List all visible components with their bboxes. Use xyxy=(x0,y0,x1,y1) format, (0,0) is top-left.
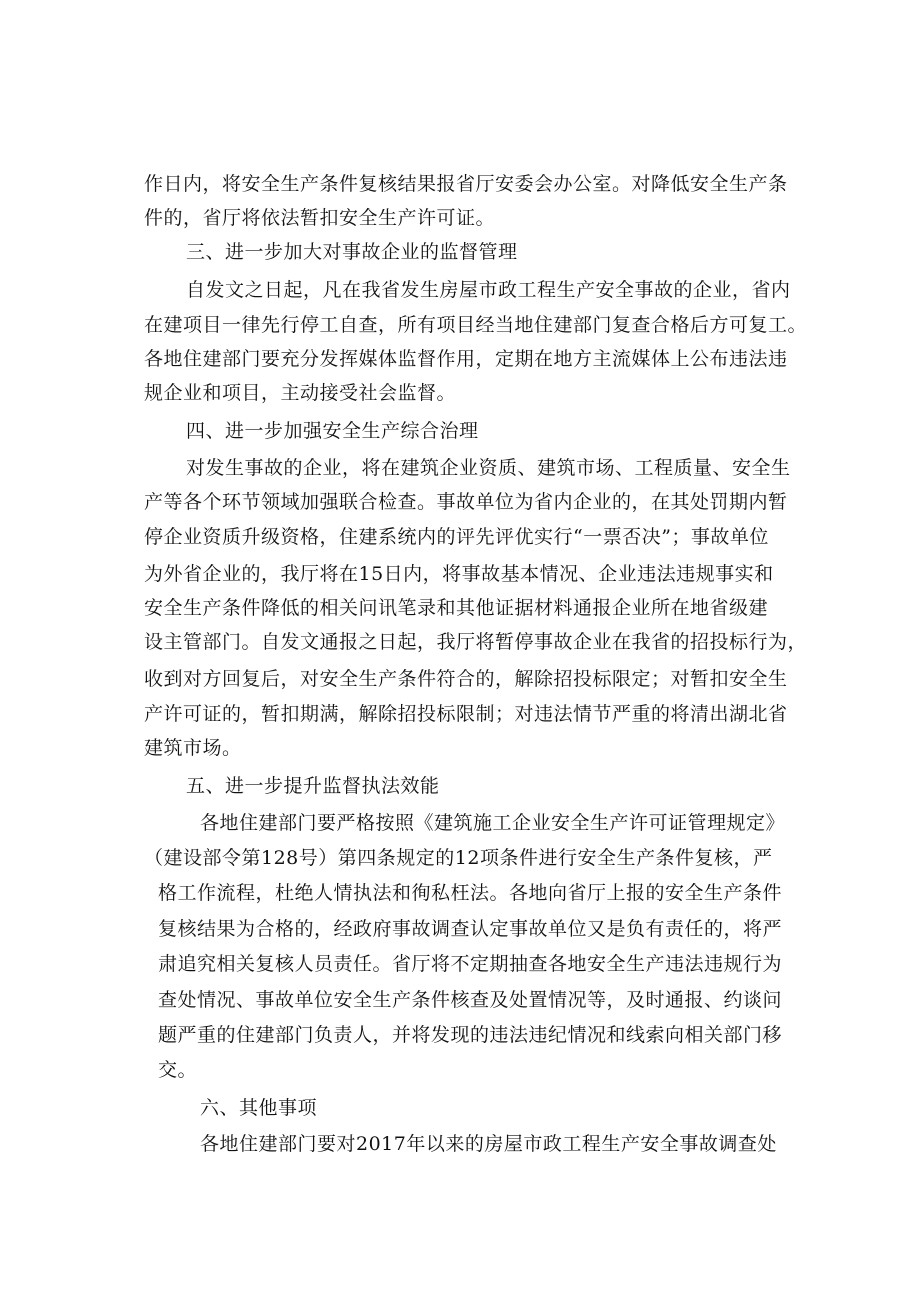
para-5-line-8: 交。 xyxy=(158,1059,198,1081)
section-heading-5: 五、进一步提升监督执法效能 xyxy=(186,775,440,797)
para-5-line-5: 肃追究相关复核人员责任。省厅将不定期抽查各地安全生产违法违规行为 xyxy=(158,953,783,975)
para-3-line-4: 规企业和项目，主动接受社会监督。 xyxy=(144,382,457,404)
section-heading-3: 三、进一步加大对事故企业的监督管理 xyxy=(186,241,518,263)
para-5-line-2: （建设部令第128号）第四条规定的12项条件进行安全生产条件复核，严 xyxy=(144,847,773,869)
para-3-line-1: 自发文之日起，凡在我省发生房屋市政工程生产安全事故的企业，省内 xyxy=(186,279,791,301)
para-4-line-9: 建筑市场。 xyxy=(144,737,242,759)
para-3-line-2: 在建项目一律先行停工自查，所有项目经当地住建部门复查合格后方可复工。 xyxy=(144,314,808,336)
para-5-line-4: 复核结果为合格的，经政府事故调查认定事故单位又是负有责任的，将严 xyxy=(158,918,783,940)
para-3-line-3: 各地住建部门要充分发挥媒体监督作用，定期在地方主流媒体上公布违法违 xyxy=(144,348,788,370)
para-5-line-3: 格工作流程，杜绝人情执法和徇私枉法。各地向省厅上报的安全生产条件 xyxy=(158,882,783,904)
para-4-line-4: 为外省企业的，我厅将在15日内，将事故基本情况、企业违法违规事实和 xyxy=(144,563,774,585)
para-5-line-6: 查处情况、事故单位安全生产条件核查及处置情况等，及时通报、约谈问 xyxy=(158,989,783,1011)
para-continuation-line-1: 作日内，将安全生产条件复核结果报省厅安委会办公室。对降低安全生产条 xyxy=(144,173,788,195)
para-4-line-1: 对发生事故的企业，将在建筑企业资质、建筑市场、工程质量、安全生 xyxy=(186,457,791,479)
para-continuation-line-2: 件的，省厅将依法暂扣安全生产许可证。 xyxy=(144,207,496,229)
para-4-line-8: 产许可证的，暂扣期满，解除招投标限制；对违法情节严重的将清出湖北省 xyxy=(144,703,788,725)
para-4-line-5: 安全生产条件降低的相关问讯笔录和其他证据材料通报企业所在地省级建 xyxy=(144,597,769,619)
para-4-line-3: 停企业资质升级资格，住建系统内的评先评优实行“一票否决”；事故单位 xyxy=(144,526,769,548)
section-heading-4: 四、进一步加强安全生产综合治理 xyxy=(186,420,479,442)
para-5-line-7: 题严重的住建部门负责人，并将发现的违法违纪情况和线索向相关部门移 xyxy=(158,1024,783,1046)
para-6-line-1: 各地住建部门要对2017年以来的房屋市政工程生产安全事故调查处 xyxy=(200,1133,777,1155)
section-heading-6: 六、其他事项 xyxy=(200,1097,318,1119)
para-4-line-6: 设主管部门。自发文通报之日起，我厅将暂停事故企业在我省的招投标行为， xyxy=(144,631,808,653)
para-5-line-1: 各地住建部门要严格按照《建筑施工企业安全生产许可证管理规定》 xyxy=(200,812,786,834)
para-4-line-2: 产等各个环节领域加强联合检查。事故单位为省内企业的，在其处罚期内暂 xyxy=(144,491,788,513)
para-4-line-7: 收到对方回复后，对安全生产条件符合的，解除招投标限定；对暂扣安全生 xyxy=(144,668,788,690)
